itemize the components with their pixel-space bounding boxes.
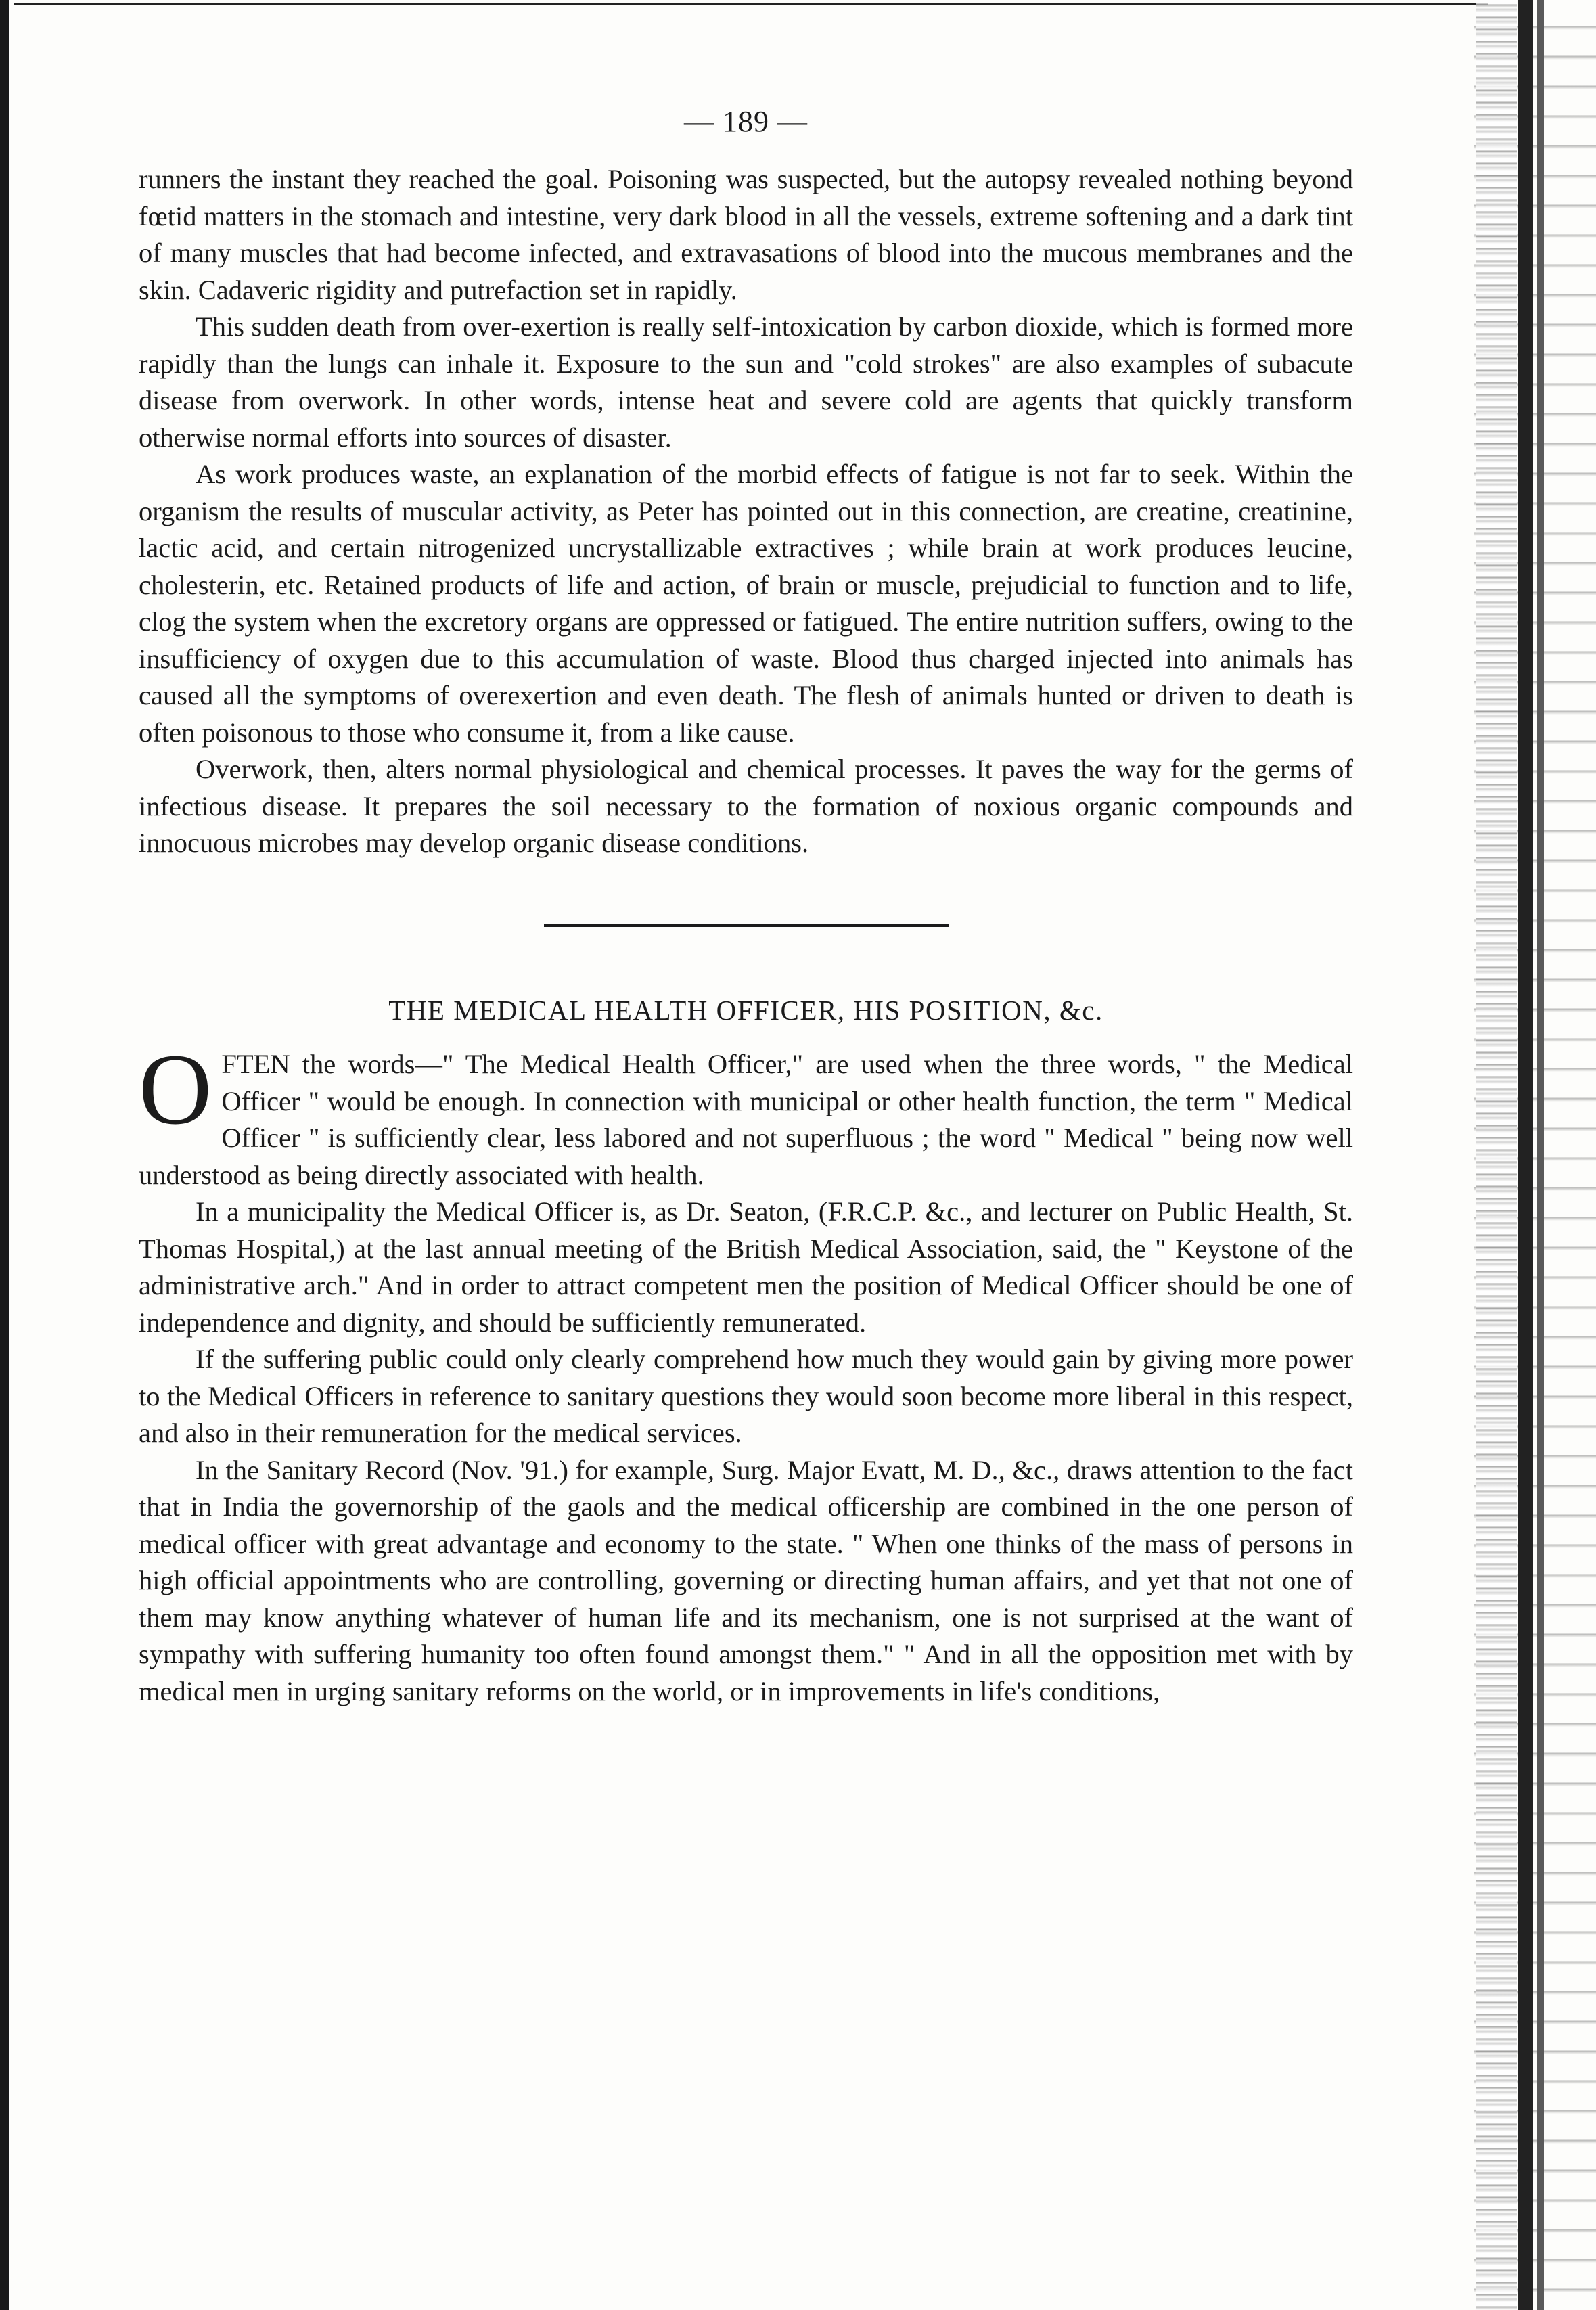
page-number: — 189 — [684, 105, 808, 138]
section-continued-text [139, 161, 1353, 862]
paragraph-text: FTEN the words—" The Medical Health Officer," are used when the three words, " the Medical Officer " would be enough. In connection with municipal or other health function, the term " Medical Officer " is sufficiently clear, less labored and not superfluous ; the word " Medical " being now well understood as being directly associated with health. [139, 1049, 1353, 1190]
paragraph: As work produces waste, an explanation of the morbid effects of fatigue is not far to seek. Within the organism the results of muscular activity, as Peter has pointed out in this connection, are creatine, creatinine, lactic acid, and certain nitrogenized uncrystallizable extractives ; while brain at work produces leucine, cholesterin, etc. Retained products of life and action, of brain or muscle, prejudicial to function and to life, clog the system when the excretory organs are oppressed or fatigued. The entire nutrition suffers, owing to the insufficiency of oxygen due to this accumulation of waste. Blood thus charged injected into animals has caused all the symptoms of overexertion and even death. The flesh of animals hunted or driven to death is often poisonous to those who consume it, from a like cause. [139, 459, 1353, 748]
article-title: THE MEDICAL HEALTH OFFICER, HIS POSITION, &c. [388, 994, 1103, 1026]
page-top-edge [14, 3, 1488, 5]
dropcap-letter: O [139, 1033, 212, 1146]
binding-texture [1476, 0, 1517, 2310]
paragraph-with-dropcap [139, 1033, 1353, 1194]
page-left-edge [0, 0, 9, 2310]
article-section [139, 992, 1353, 1711]
paragraph: If the suffering public could only clearly comprehend how much they would gain by giving more power to the Medical Officers in reference to sanitary questions they would soon become more liberal in this respect, and also in their remuneration for the medical services. [139, 1344, 1353, 1448]
binding-shadow-bar [1537, 0, 1544, 2310]
paragraph: In the Sanitary Record (Nov. '91.) for example, Surg. Major Evatt, M. D., &c., draws attention to the fact that in India the governorship of the gaols and the medical officership are combined in the one person of medical officer with great advantage and economy to the state. " When one thinks of the mass of persons in high official appointments who are controlling, governing or directing human affairs, and yet that not one of them may know anything whatever of human life and its mechanism, one is not surprised at the want of sympathy with suffering humanity too often found amongst them." " And in all the opposition met with by medical men in urging sanitary reforms on the world, or in improvements in life's conditions, [139, 1454, 1353, 1706]
paragraph: This sudden death from over-exertion is really self-intoxication by carbon dioxide, which is formed more rapidly than the lungs can inhale it. Exposure to the sun and "cold strokes" are also examples of subacute disease from overwork. In other words, intense heat and severe cold are agents that quickly transform otherwise normal efforts into sources of disaster. [139, 311, 1353, 453]
section-divider [544, 924, 949, 927]
page-body [139, 101, 1353, 1710]
paragraph: runners the instant they reached the goal. Poisoning was suspected, but the autopsy revealed nothing beyond fœtid matters in the stomach and intestine, very dark blood in all the vessels, extreme softening and a dark tint of many muscles that had become infected, and extravasations of blood into the mucous membranes and the skin. Cadaveric rigidity and putrefaction set in rapidly. [139, 164, 1353, 305]
paragraph: Overwork, then, alters normal physiological and chemical processes. It paves the way for the germs of infectious disease. It prepares the soil necessary to the formation of noxious organic compounds and innocuous microbes may develop organic disease conditions. [139, 754, 1353, 858]
paragraph: In a municipality the Medical Officer is, as Dr. Seaton, (F.R.C.P. &c., and lecturer on Public Health, St. Thomas Hospital,) at the last annual meeting of the British Medical Association, said, the " Keystone of the administrative arch." And in order to attract competent men the position of Medical Officer should be one of independence and dignity, and should be sufficiently remunerated. [139, 1196, 1353, 1338]
page-binding-edge [1474, 0, 1596, 2310]
binding-dark-bar [1518, 0, 1533, 2310]
